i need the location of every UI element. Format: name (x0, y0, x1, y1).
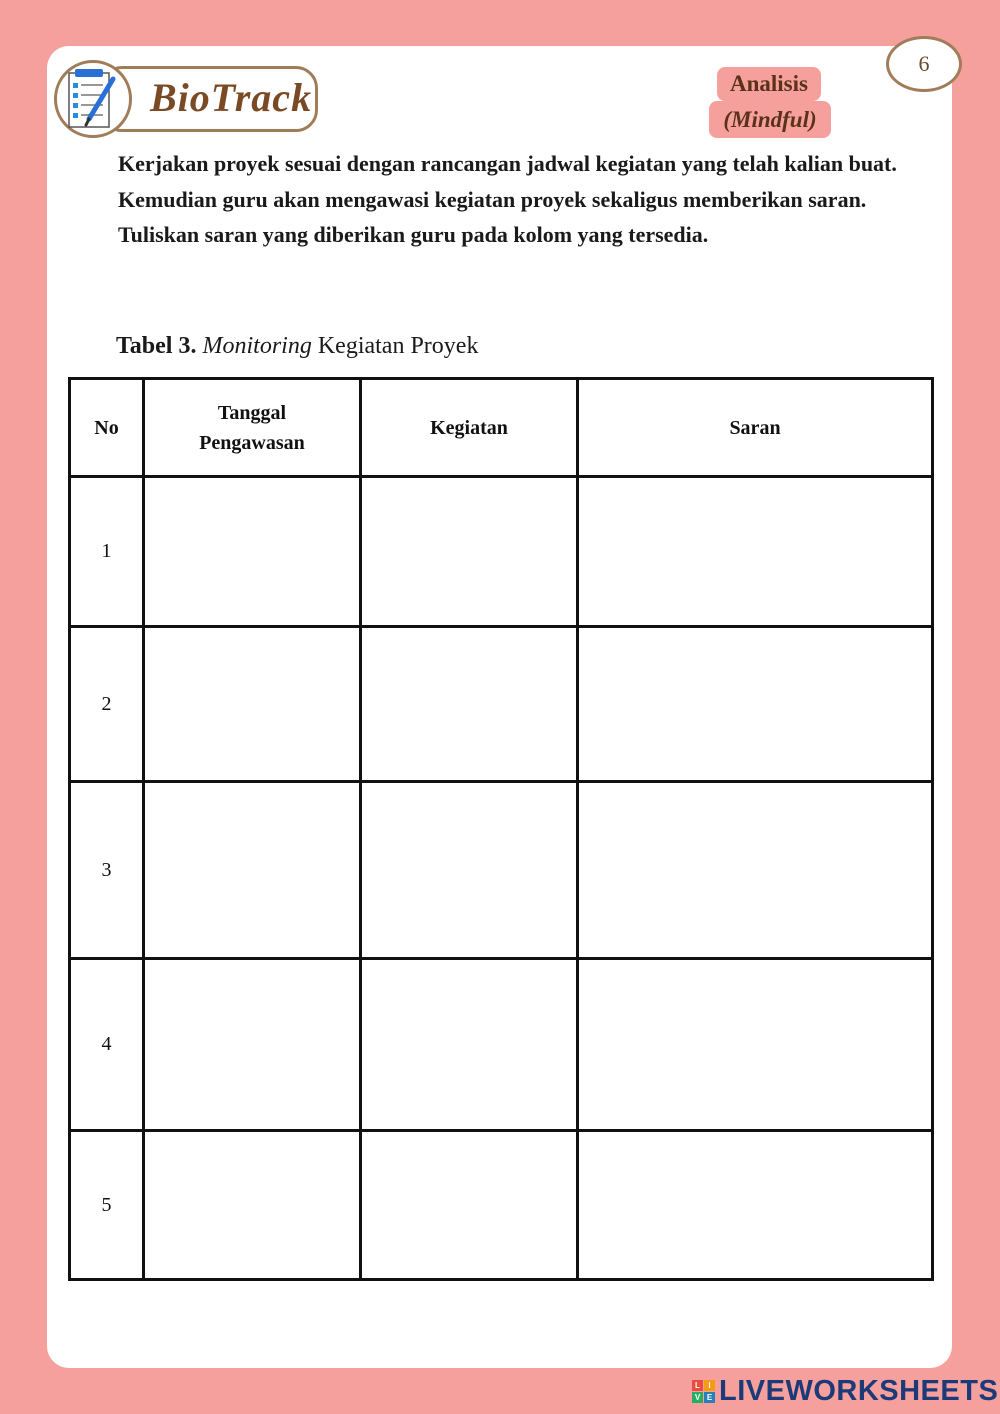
kegiatan-cell[interactable] (361, 627, 578, 782)
saran-cell[interactable] (578, 627, 933, 782)
table-row (70, 1131, 933, 1280)
table-row (70, 959, 933, 1131)
row-number: 1 (70, 477, 144, 627)
table-row (70, 477, 933, 627)
kegiatan-cell[interactable] (361, 782, 578, 959)
kegiatan-cell[interactable] (361, 959, 578, 1131)
row-number: 3 (70, 782, 144, 959)
logo-letter: I (704, 1380, 715, 1391)
badge-mindful: (Mindful) (709, 101, 831, 138)
header-saran: Saran (578, 379, 933, 477)
logo-letter: L (692, 1380, 703, 1391)
kegiatan-cell[interactable] (361, 477, 578, 627)
page-number: 6 (886, 36, 962, 92)
checklist-icon (54, 60, 132, 138)
badge-analisis: Analisis (717, 67, 821, 101)
instruction-text: Kerjakan proyek sesuai dengan rancangan jadwal kegiatan yang telah kalian buat. Kemudian guru akan mengawasi kegiatan proyek sekaligus memberikan saran. Tuliskan saran yang diberikan guru pada kolom yang tersedia. (118, 151, 897, 247)
logo-letter: E (704, 1392, 715, 1403)
row-number: 2 (70, 627, 144, 782)
monitoring-table (68, 377, 934, 1281)
saran-cell[interactable] (578, 782, 933, 959)
logo-letter: V (692, 1392, 703, 1403)
saran-cell[interactable] (578, 477, 933, 627)
tanggal-cell[interactable] (144, 782, 361, 959)
header-tanggal-line2: Pengawasan (199, 431, 305, 454)
row-number: 4 (70, 959, 144, 1131)
table-row (70, 782, 933, 959)
liveworksheets-footer (692, 1376, 998, 1406)
logo-title: BioTrack (150, 75, 313, 120)
tanggal-cell[interactable] (144, 477, 361, 627)
saran-cell[interactable] (578, 1131, 933, 1280)
caption-label: Tabel 3. (116, 333, 197, 359)
caption-rest: Kegiatan Proyek (317, 333, 479, 359)
tanggal-cell[interactable] (144, 627, 361, 782)
kegiatan-cell[interactable] (361, 1131, 578, 1280)
header-kegiatan: Kegiatan (361, 379, 578, 477)
saran-cell[interactable] (578, 959, 933, 1131)
tanggal-cell[interactable] (144, 1131, 361, 1280)
header-tanggal-line1: Tanggal (217, 401, 287, 424)
liveworksheets-brand: LIVEWORKSHEETS (719, 1374, 999, 1407)
tanggal-cell[interactable] (144, 959, 361, 1131)
table-caption (116, 333, 478, 360)
caption-italic: Monitoring (202, 333, 312, 359)
liveworksheets-logo-icon (692, 1380, 715, 1403)
row-number: 5 (70, 1131, 144, 1280)
table-row (70, 627, 933, 782)
table-header-row (70, 379, 933, 477)
header-no: No (70, 379, 144, 477)
header-tanggal (144, 379, 361, 477)
